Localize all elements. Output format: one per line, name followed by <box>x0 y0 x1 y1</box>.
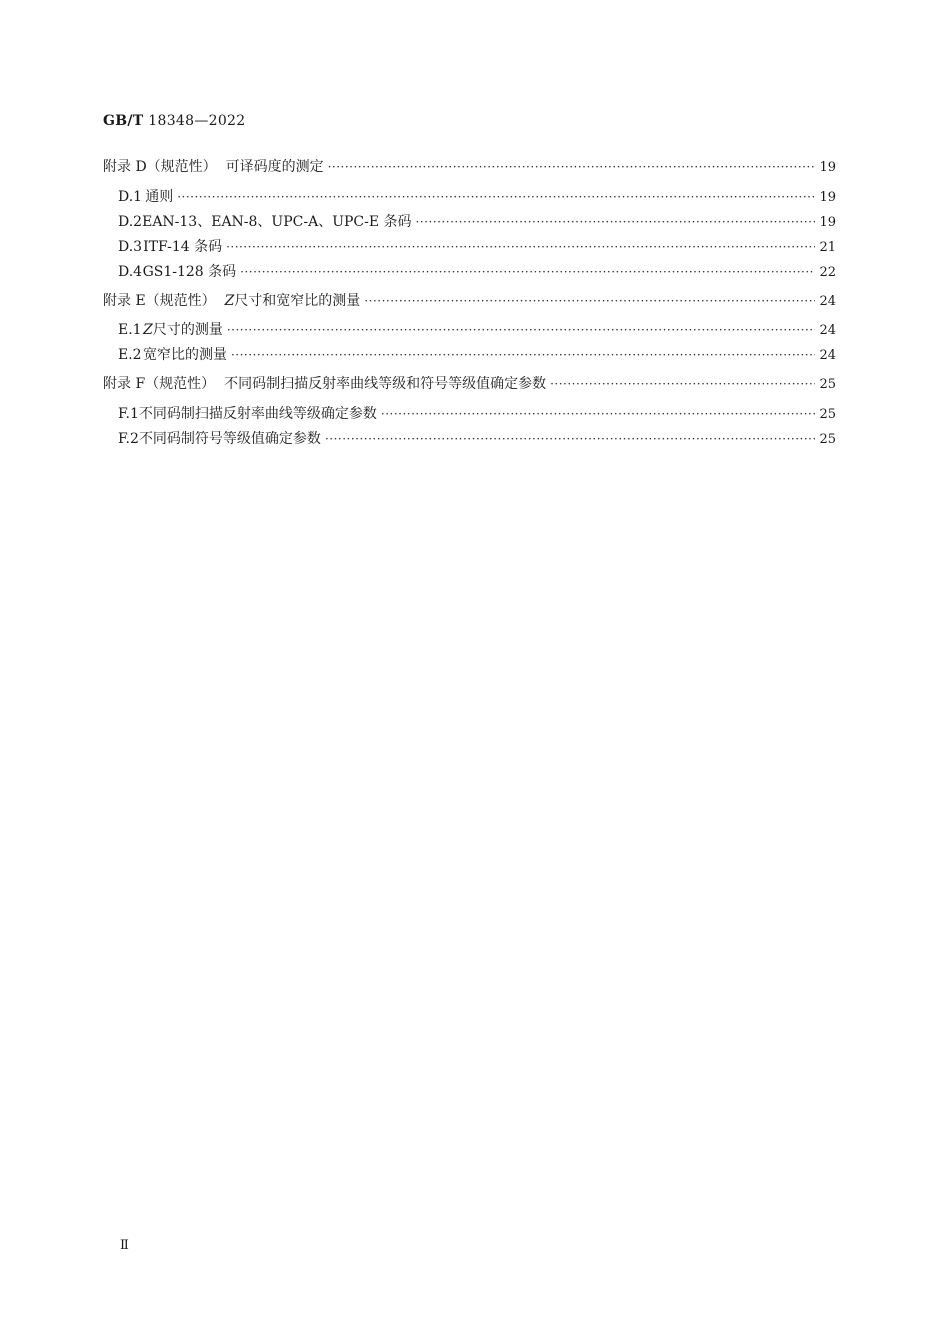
toc-entry-title: 宽窄比的测量 <box>142 347 227 363</box>
toc-entry-title: ITF-14 条码 <box>143 239 223 255</box>
toc-entry-title: 不同码制扫描反射率曲线等级确定参数 <box>138 406 377 422</box>
toc-entry-label: E.2 <box>118 347 142 363</box>
leader-dots <box>364 294 815 308</box>
toc-entry-title-italic: Z <box>143 322 153 338</box>
toc-entry-page: 25 <box>819 407 836 422</box>
toc-entry-page: 24 <box>819 294 836 309</box>
toc-entry-label: 附录 D（规范性） <box>103 159 217 175</box>
standard-number: 18348—2022 <box>148 113 246 129</box>
leader-dots <box>328 160 816 174</box>
toc-entry-page: 19 <box>819 160 836 175</box>
toc-entry-label: D.2 <box>118 214 143 230</box>
leader-dots <box>231 348 816 362</box>
toc-entry[interactable] <box>103 373 836 395</box>
toc-entry-page: 24 <box>819 348 836 363</box>
toc-entry-label: D.1 <box>118 189 143 205</box>
leader-dots <box>227 323 816 337</box>
leader-dots <box>240 265 815 279</box>
toc-entry-label: D.3 <box>118 239 143 255</box>
leader-dots <box>381 407 816 421</box>
toc-entry-page: 24 <box>819 323 836 338</box>
toc-entry-page: 19 <box>819 215 836 230</box>
toc-entry-page: 22 <box>819 265 836 280</box>
toc-entry-page: 19 <box>819 190 836 205</box>
toc-entry-title: 不同码制扫描反射率曲线等级和符号等级值确定参数 <box>224 376 547 392</box>
leader-dots <box>325 432 816 446</box>
toc-entry[interactable] <box>118 319 836 341</box>
toc-entry-label: E.1 <box>118 322 142 338</box>
toc-entry[interactable] <box>118 403 836 425</box>
toc-entry[interactable] <box>103 156 836 178</box>
toc-entry[interactable] <box>103 290 836 312</box>
toc-entry-title: 不同码制符号等级值确定参数 <box>138 431 321 447</box>
toc-entry[interactable] <box>118 211 836 233</box>
leader-dots <box>550 377 815 391</box>
toc-entry-label: 附录 F（规范性） <box>103 376 216 392</box>
page-number: Ⅱ <box>120 1238 129 1253</box>
toc-entry-label: 附录 E（规范性） <box>103 293 216 309</box>
toc-entry-title-italic: Z <box>224 293 235 309</box>
document-header <box>103 113 245 129</box>
toc-entry-title: GS1-128 条码 <box>142 264 237 280</box>
leader-dots <box>226 240 815 254</box>
toc-entry-title: 尺寸和宽窄比的测量 <box>234 293 361 309</box>
toc-entry-label: F.2 <box>118 431 139 447</box>
toc-entry-page: 21 <box>819 240 836 255</box>
toc-entry-title: EAN-13、EAN-8、UPC-A、UPC-E 条码 <box>142 214 412 230</box>
toc-entry-title: 通则 <box>145 189 174 205</box>
toc-entry-page: 25 <box>819 377 836 392</box>
toc-entry[interactable] <box>118 344 836 366</box>
toc-entry-page: 25 <box>819 432 836 447</box>
toc-entry-title: 可译码度的测定 <box>225 159 324 175</box>
toc-entry[interactable] <box>118 186 836 208</box>
leader-dots <box>177 190 815 204</box>
standard-code: GB/T <box>103 113 144 129</box>
leader-dots <box>416 215 816 229</box>
toc-entry-label: D.4 <box>118 264 143 280</box>
toc-entry-title: 尺寸的测量 <box>152 322 223 338</box>
toc-entry[interactable] <box>118 261 836 283</box>
toc-entry[interactable] <box>118 236 836 258</box>
toc-entry-label: F.1 <box>118 406 139 422</box>
toc-entry[interactable] <box>118 428 836 450</box>
